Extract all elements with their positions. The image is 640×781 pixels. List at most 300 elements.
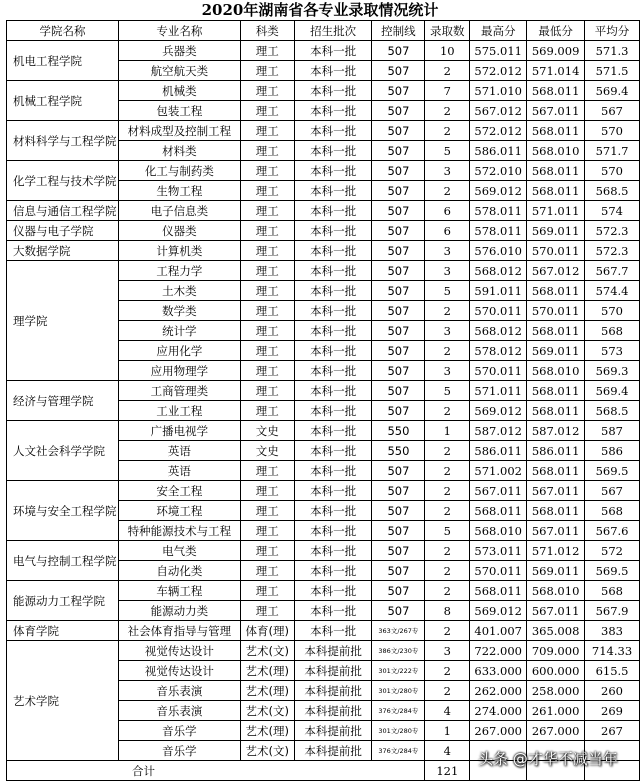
table-cell: 理工: [240, 81, 294, 101]
table-cell: 572.3: [585, 221, 640, 241]
table-cell: 本科一批: [294, 321, 372, 341]
table-cell: 571.3: [585, 41, 640, 61]
college-cell: 环境与安全工程学院: [7, 481, 119, 541]
table-cell: 507: [372, 61, 425, 81]
table-cell: 2: [425, 461, 470, 481]
table-cell: 3: [425, 261, 470, 281]
table-cell: 568.011: [527, 381, 585, 401]
table-cell: 586: [585, 441, 640, 461]
column-header: 招生批次: [294, 21, 372, 41]
table-cell: 507: [372, 541, 425, 561]
table-cell: 507: [372, 161, 425, 181]
table-cell: 568: [585, 581, 640, 601]
table-cell: 570.011: [527, 241, 585, 261]
table-cell: 理工: [240, 221, 294, 241]
table-cell: 理工: [240, 601, 294, 621]
table-cell: 507: [372, 41, 425, 61]
table-row: [7, 161, 640, 181]
table-cell: 本科一批: [294, 181, 372, 201]
table-cell: 音乐表演: [118, 701, 240, 721]
table-cell: 567.012: [470, 101, 527, 121]
table-cell: 理工: [240, 361, 294, 381]
table-cell: 理工: [240, 181, 294, 201]
table-cell: 578.011: [470, 201, 527, 221]
table-cell: 兵器类: [118, 41, 240, 61]
table-cell: 4: [425, 701, 470, 721]
table-cell: 714.33: [585, 641, 640, 661]
table-cell: 578.012: [470, 341, 527, 361]
table-cell: 自动化类: [118, 561, 240, 581]
table-cell: 理工: [240, 501, 294, 521]
table-cell: 600.000: [527, 661, 585, 681]
table-cell: 365.008: [527, 621, 585, 641]
table-cell: 568.011: [470, 581, 527, 601]
college-cell: 化学工程与技术学院: [7, 161, 119, 201]
table-cell: 571.002: [470, 461, 527, 481]
table-row: [7, 261, 640, 281]
table-cell: 本科提前批: [294, 721, 372, 741]
column-header: 科类: [240, 21, 294, 41]
college-cell: 体育学院: [7, 621, 119, 641]
table-cell: 578.011: [470, 221, 527, 241]
table-row: [7, 541, 640, 561]
table-cell: 理工: [240, 161, 294, 181]
table-cell: 能源动力类: [118, 601, 240, 621]
table-cell: 理工: [240, 481, 294, 501]
college-cell: 信息与通信工程学院: [7, 201, 119, 221]
table-row: [7, 241, 640, 261]
table-cell: 572.010: [470, 161, 527, 181]
table-cell: 572: [585, 541, 640, 561]
table-cell: 应用化学: [118, 341, 240, 361]
table-cell: 569.4: [585, 381, 640, 401]
table-cell: 航空航天类: [118, 61, 240, 81]
table-cell: 理工: [240, 321, 294, 341]
table-cell: 化工与制药类: [118, 161, 240, 181]
table-cell: 572.012: [470, 61, 527, 81]
table-cell: 艺术(理): [240, 681, 294, 701]
table-cell: 573.011: [470, 541, 527, 561]
table-cell: 视觉传达设计: [118, 641, 240, 661]
table-cell: 理工: [240, 121, 294, 141]
table-cell: 理工: [240, 201, 294, 221]
college-cell: 电气与控制工程学院: [7, 541, 119, 581]
table-cell: 568.010: [470, 521, 527, 541]
table-cell: 2: [425, 661, 470, 681]
table-cell: 本科一批: [294, 601, 372, 621]
table-cell: 507: [372, 301, 425, 321]
table-cell: 材料成型及控制工程: [118, 121, 240, 141]
table-cell: 570.011: [470, 561, 527, 581]
table-cell: 386文/230专: [372, 641, 425, 661]
table-cell: 理工: [240, 261, 294, 281]
table-cell: 本科一批: [294, 581, 372, 601]
table-cell: 本科提前批: [294, 661, 372, 681]
table-cell: 包装工程: [118, 101, 240, 121]
table-cell: 507: [372, 121, 425, 141]
table-row: [7, 121, 640, 141]
table-cell: 507: [372, 141, 425, 161]
table-row: [7, 41, 640, 61]
table-cell: 569.011: [527, 221, 585, 241]
table-cell: 261.000: [527, 701, 585, 721]
table-cell: 统计学: [118, 321, 240, 341]
table-cell: 722.000: [470, 641, 527, 661]
college-cell: 仪器与电子学院: [7, 221, 119, 241]
table-cell: 571.012: [527, 541, 585, 561]
college-cell: 艺术学院: [7, 641, 119, 761]
table-cell: 工程力学: [118, 261, 240, 281]
table-cell: 586.011: [527, 441, 585, 461]
table-cell: 587.012: [527, 421, 585, 441]
table-cell: 理工: [240, 61, 294, 81]
table-cell: 理工: [240, 461, 294, 481]
table-cell: 507: [372, 601, 425, 621]
table-cell: 5: [425, 141, 470, 161]
table-cell: 本科一批: [294, 621, 372, 641]
table-cell: 507: [372, 81, 425, 101]
table-cell: 本科一批: [294, 241, 372, 261]
table-cell: 507: [372, 381, 425, 401]
table-cell: 2: [425, 61, 470, 81]
college-cell: 经济与管理学院: [7, 381, 119, 421]
table-cell: 568.011: [527, 81, 585, 101]
table-cell: 587: [585, 421, 640, 441]
table-cell: 568.010: [527, 581, 585, 601]
table-cell: 2: [425, 541, 470, 561]
table-cell: 本科一批: [294, 381, 372, 401]
table-cell: 262.000: [470, 681, 527, 701]
table-cell: 567.011: [527, 481, 585, 501]
table-cell: 3: [425, 361, 470, 381]
table-cell: 2: [425, 621, 470, 641]
table-cell: 568.011: [527, 461, 585, 481]
table-row: [7, 381, 640, 401]
table-row: [7, 641, 640, 661]
table-cell: 572.3: [585, 241, 640, 261]
table-cell: 应用物理学: [118, 361, 240, 381]
table-cell: 569.011: [527, 561, 585, 581]
table-cell: 507: [372, 181, 425, 201]
table-cell: 3: [425, 321, 470, 341]
table-row: [7, 221, 640, 241]
table-cell: 269: [585, 701, 640, 721]
table-cell: 568.011: [527, 501, 585, 521]
table-cell: 569.4: [585, 81, 640, 101]
header-row: [7, 21, 640, 41]
table-cell: 569.5: [585, 461, 640, 481]
table-cell: 生物工程: [118, 181, 240, 201]
table-cell: 401.007: [470, 621, 527, 641]
table-cell: 本科一批: [294, 501, 372, 521]
table-cell: 2: [425, 401, 470, 421]
table-cell: 广播电视学: [118, 421, 240, 441]
table-cell: 3: [425, 161, 470, 181]
table-cell: 2: [425, 681, 470, 701]
column-header: 学院名称: [7, 21, 119, 41]
table-cell: 586.011: [470, 441, 527, 461]
table-cell: 507: [372, 281, 425, 301]
table-cell: 本科提前批: [294, 681, 372, 701]
table-cell: 591.011: [470, 281, 527, 301]
table-cell: 568.011: [527, 121, 585, 141]
table-cell: 理工: [240, 561, 294, 581]
table-cell: 机械类: [118, 81, 240, 101]
table-cell: 计算机类: [118, 241, 240, 261]
college-cell: 机械工程学院: [7, 81, 119, 121]
column-header: 专业名称: [118, 21, 240, 41]
table-cell: 567.6: [585, 521, 640, 541]
table-cell: 仪器类: [118, 221, 240, 241]
column-header: 最低分: [527, 21, 585, 41]
table-cell: 艺术(文): [240, 641, 294, 661]
table-cell: 2: [425, 181, 470, 201]
table-cell: 568.011: [527, 281, 585, 301]
table-cell: 艺术(文): [240, 701, 294, 721]
table-cell: 理工: [240, 341, 294, 361]
table-cell: 理工: [240, 241, 294, 261]
table-cell: 567: [585, 101, 640, 121]
table-cell: 本科一批: [294, 521, 372, 541]
table-cell: 569.009: [527, 41, 585, 61]
table-cell: 301文/222专: [372, 661, 425, 681]
table-cell: 568.011: [527, 161, 585, 181]
table-cell: 2: [425, 481, 470, 501]
table-row: [7, 621, 640, 641]
table-cell: 258.000: [527, 681, 585, 701]
table-cell: 576.010: [470, 241, 527, 261]
college-cell: 大数据学院: [7, 241, 119, 261]
table-cell: 575.011: [470, 41, 527, 61]
table-cell: 274.000: [470, 701, 527, 721]
table-cell: 本科一批: [294, 121, 372, 141]
table-cell: 特种能源技术与工程: [118, 521, 240, 541]
table-row: [7, 421, 640, 441]
table-cell: 507: [372, 321, 425, 341]
admission-table: [6, 20, 640, 781]
table-cell: 本科提前批: [294, 641, 372, 661]
table-cell: 2: [425, 581, 470, 601]
table-cell: 507: [372, 581, 425, 601]
total-count: 121: [425, 761, 470, 781]
table-cell: 社会体育指导与管理: [118, 621, 240, 641]
table-cell: 572.012: [470, 121, 527, 141]
table-cell: 理工: [240, 581, 294, 601]
table-cell: 理工: [240, 541, 294, 561]
table-cell: 507: [372, 201, 425, 221]
table-cell: 环境工程: [118, 501, 240, 521]
table-cell: 5: [425, 381, 470, 401]
table-cell: 615.5: [585, 661, 640, 681]
table-cell: 理工: [240, 281, 294, 301]
table-cell: 本科一批: [294, 341, 372, 361]
table-cell: 267.000: [527, 721, 585, 741]
table-cell: 体育(理): [240, 621, 294, 641]
table-cell: 267: [585, 721, 640, 741]
table-cell: 383: [585, 621, 640, 641]
table-cell: 本科一批: [294, 281, 372, 301]
table-cell: 570: [585, 301, 640, 321]
table-cell: 571.011: [527, 201, 585, 221]
table-cell: 电子信息类: [118, 201, 240, 221]
table-cell: 理工: [240, 41, 294, 61]
table-row: [7, 481, 640, 501]
table-cell: 本科一批: [294, 401, 372, 421]
table-cell: 568.012: [470, 321, 527, 341]
table-cell: 568.010: [527, 141, 585, 161]
table-cell: 571.5: [585, 61, 640, 81]
table-cell: 571.7: [585, 141, 640, 161]
table-cell: 艺术(理): [240, 661, 294, 681]
table-cell: 1: [425, 421, 470, 441]
college-cell: 理学院: [7, 261, 119, 381]
table-cell: 数学类: [118, 301, 240, 321]
table-cell: 本科一批: [294, 261, 372, 281]
table-cell: 567.012: [527, 261, 585, 281]
table-cell: 570: [585, 121, 640, 141]
table-cell: 568.5: [585, 401, 640, 421]
column-header: 平均分: [585, 21, 640, 41]
table-cell: 507: [372, 341, 425, 361]
table-cell: 569.3: [585, 361, 640, 381]
table-cell: 本科一批: [294, 461, 372, 481]
table-cell: 6: [425, 221, 470, 241]
table-row: [7, 201, 640, 221]
table-cell: 569.012: [470, 401, 527, 421]
table-cell: 音乐学: [118, 741, 240, 761]
table-cell: 本科一批: [294, 161, 372, 181]
table-cell: 理工: [240, 301, 294, 321]
watermark: 头条 @才华不减当年: [478, 750, 618, 768]
column-header: 最高分: [470, 21, 527, 41]
table-cell: 1: [425, 721, 470, 741]
table-cell: 570.011: [470, 301, 527, 321]
table-cell: 本科一批: [294, 561, 372, 581]
table-cell: 艺术(理): [240, 721, 294, 741]
table-cell: 2: [425, 101, 470, 121]
table-cell: 本科一批: [294, 441, 372, 461]
table-cell: 574: [585, 201, 640, 221]
page-title: 2020年湖南省各专业录取情况统计: [201, 1, 439, 19]
table-cell: 3: [425, 241, 470, 261]
table-cell: 本科一批: [294, 41, 372, 61]
table-cell: 工业工程: [118, 401, 240, 421]
college-cell: 机电工程学院: [7, 41, 119, 81]
total-label: 合计: [7, 761, 425, 781]
table-cell: 568.5: [585, 181, 640, 201]
table-cell: 507: [372, 521, 425, 541]
table-cell: 570.011: [470, 361, 527, 381]
table-cell: 507: [372, 461, 425, 481]
table-cell: 569.5: [585, 561, 640, 581]
table-cell: 507: [372, 361, 425, 381]
table-cell: 电气类: [118, 541, 240, 561]
table-cell: 568.010: [527, 361, 585, 381]
table-cell: 8: [425, 601, 470, 621]
table-cell: 567.011: [527, 601, 585, 621]
table-cell: 本科一批: [294, 301, 372, 321]
table-cell: 安全工程: [118, 481, 240, 501]
table-cell: 音乐学: [118, 721, 240, 741]
table-cell: 5: [425, 521, 470, 541]
table-cell: 376文/284专: [372, 701, 425, 721]
table-cell: 363文/267专: [372, 621, 425, 641]
table-cell: 7: [425, 81, 470, 101]
table-cell: 理工: [240, 381, 294, 401]
table-cell: 本科一批: [294, 221, 372, 241]
table-cell: 507: [372, 401, 425, 421]
table-cell: 音乐表演: [118, 681, 240, 701]
table-cell: 本科一批: [294, 101, 372, 121]
table-cell: 568: [585, 501, 640, 521]
table-cell: 260: [585, 681, 640, 701]
table-cell: 507: [372, 261, 425, 281]
table-cell: 567.7: [585, 261, 640, 281]
college-cell: 材料科学与工程学院: [7, 121, 119, 161]
table-cell: 理工: [240, 521, 294, 541]
table-cell: 本科一批: [294, 201, 372, 221]
table-cell: 567.9: [585, 601, 640, 621]
table-cell: 568: [585, 321, 640, 341]
table-cell: 3: [425, 641, 470, 661]
table-cell: 568.011: [470, 501, 527, 521]
table-cell: 567.011: [527, 101, 585, 121]
table-cell: 586.011: [470, 141, 527, 161]
table-cell: 376文/284专: [372, 741, 425, 761]
table-cell: 267.000: [470, 721, 527, 741]
table-cell: 艺术(文): [240, 741, 294, 761]
table-cell: 2: [425, 501, 470, 521]
table-cell: 本科一批: [294, 81, 372, 101]
table-cell: 507: [372, 241, 425, 261]
table-cell: 570.011: [527, 301, 585, 321]
table-cell: 本科一批: [294, 541, 372, 561]
table-row: [7, 581, 640, 601]
college-cell: 能源动力工程学院: [7, 581, 119, 621]
table-cell: 本科提前批: [294, 741, 372, 761]
table-cell: 10: [425, 41, 470, 61]
table-cell: 2: [425, 121, 470, 141]
table-cell: 568.012: [470, 261, 527, 281]
table-cell: 507: [372, 481, 425, 501]
table-cell: 材料类: [118, 141, 240, 161]
table-cell: 574.4: [585, 281, 640, 301]
column-header: 控制线: [372, 21, 425, 41]
table-cell: 文史: [240, 421, 294, 441]
table-cell: 569.011: [527, 341, 585, 361]
table-cell: 2: [425, 441, 470, 461]
table-cell: 车辆工程: [118, 581, 240, 601]
table-row: [7, 81, 640, 101]
table-cell: 571.011: [470, 381, 527, 401]
table-cell: 573: [585, 341, 640, 361]
table-cell: 571.014: [527, 61, 585, 81]
table-cell: 569.012: [470, 181, 527, 201]
table-cell: 567.011: [470, 481, 527, 501]
column-header: 录取数: [425, 21, 470, 41]
table-cell: 569.012: [470, 601, 527, 621]
table-cell: 视觉传达设计: [118, 661, 240, 681]
table-cell: 2: [425, 301, 470, 321]
table-cell: 2: [425, 561, 470, 581]
table-cell: 本科一批: [294, 481, 372, 501]
college-cell: 人文社会科学学院: [7, 421, 119, 481]
table-cell: 文史: [240, 441, 294, 461]
table-cell: 568.011: [527, 181, 585, 201]
table-cell: 507: [372, 561, 425, 581]
table-cell: 理工: [240, 101, 294, 121]
table-cell: 587.012: [470, 421, 527, 441]
